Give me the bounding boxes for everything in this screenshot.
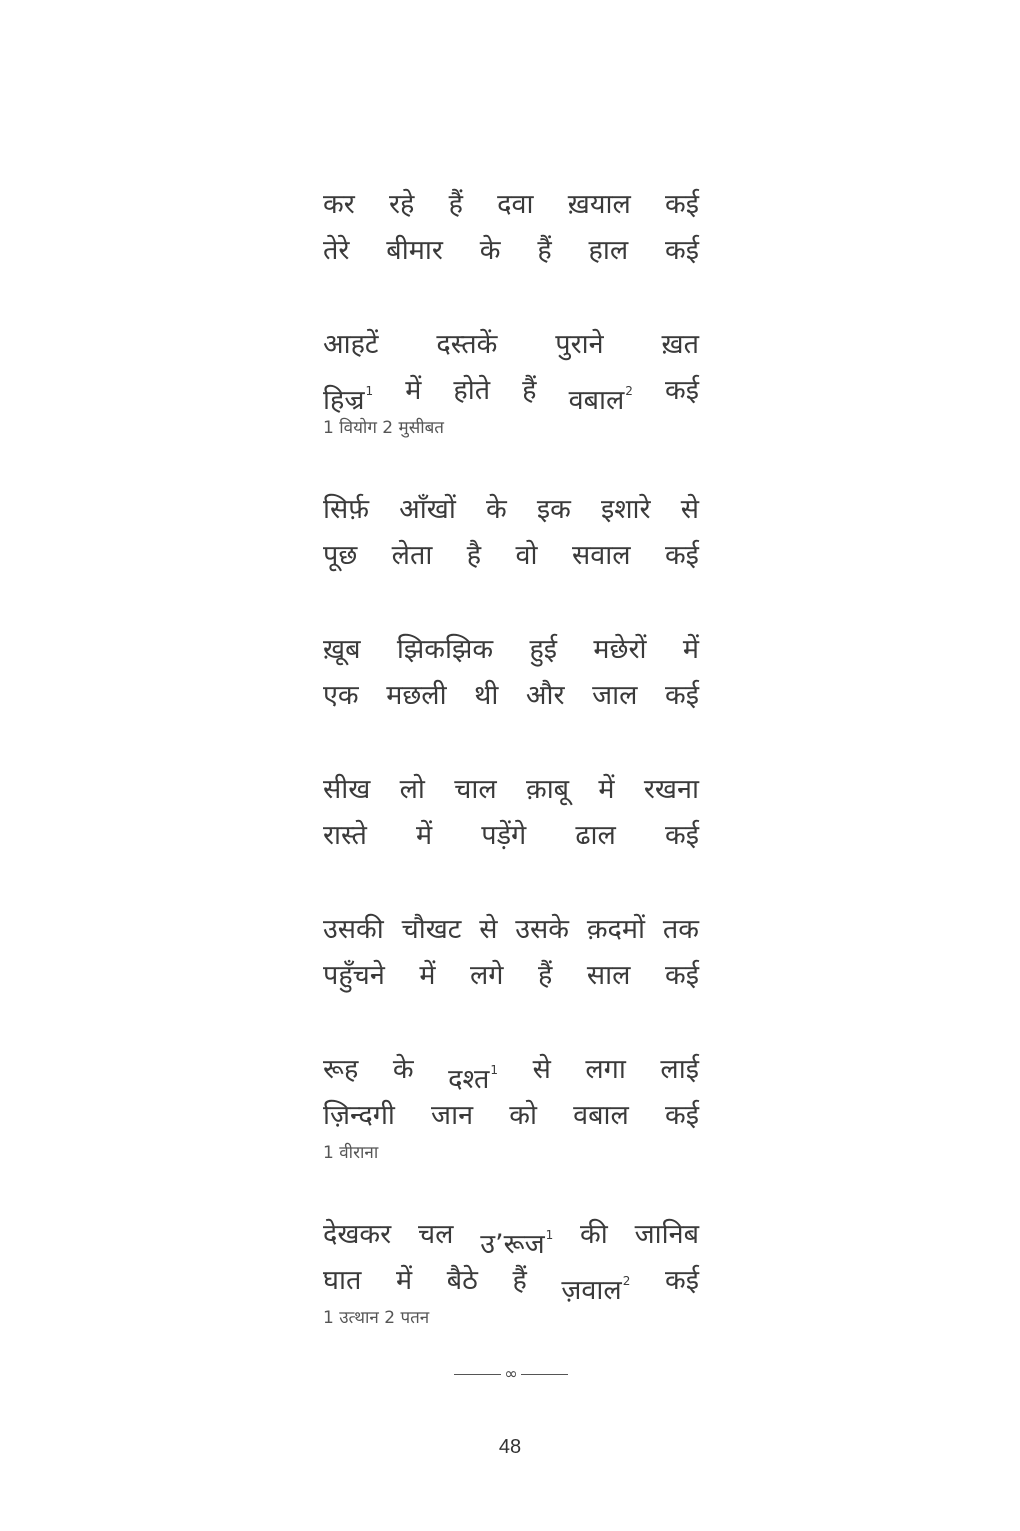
verse-word <box>665 1258 699 1304</box>
verse-word <box>323 953 385 999</box>
verse-line <box>323 1047 699 1093</box>
word-text: क़दमों <box>586 914 646 945</box>
word-text: जानिब <box>634 1219 699 1250</box>
word-text: झिकझिक <box>396 634 494 665</box>
verse-word <box>509 1093 537 1139</box>
verse-line <box>323 627 699 673</box>
word-text: सीख <box>323 774 371 805</box>
word-text: उ’रूज <box>480 1229 545 1260</box>
footnote-marker: 2 <box>622 1274 631 1288</box>
verse-word <box>323 1047 358 1093</box>
verse-word <box>561 1258 630 1304</box>
verse-word <box>665 533 699 579</box>
word-text: में <box>416 820 433 851</box>
word-text: कई <box>664 375 699 406</box>
verse-word <box>683 627 699 673</box>
word-text: रखना <box>643 774 699 805</box>
word-text: पूछ <box>323 540 358 571</box>
verse-word <box>453 368 490 414</box>
verse-word <box>454 767 496 813</box>
word-text: कई <box>664 1100 699 1131</box>
word-text: कई <box>664 960 699 991</box>
verse-word <box>572 533 631 579</box>
verse-word <box>323 368 373 414</box>
word-text: से <box>680 494 699 525</box>
verse-word <box>323 1258 361 1304</box>
verse-word <box>323 907 384 953</box>
word-text: इशारे <box>600 494 651 525</box>
verse-word <box>323 813 367 859</box>
verse-word <box>662 322 699 368</box>
word-text: तक <box>662 914 699 945</box>
word-text: ख़याल <box>567 189 631 220</box>
word-text: ढाल <box>575 820 616 851</box>
verse-line <box>323 487 699 533</box>
word-text: सिर्फ़ <box>323 494 370 525</box>
word-text: और <box>525 680 565 711</box>
verse-word <box>323 322 379 368</box>
stanza <box>323 487 699 579</box>
verse-word <box>416 813 432 859</box>
verse-word <box>635 1212 699 1258</box>
verse-word <box>681 487 699 533</box>
word-text: ज़वाल <box>561 1275 622 1306</box>
word-text: रास्ते <box>323 820 367 851</box>
word-text: में <box>405 375 422 406</box>
word-text: आँखों <box>399 494 456 525</box>
word-text: वबाल <box>573 1100 629 1131</box>
word-text: से <box>532 1054 551 1085</box>
verse-word <box>323 767 370 813</box>
word-text: थी <box>474 680 499 711</box>
verse-word <box>515 907 569 953</box>
word-text: क़ाबू <box>525 774 570 805</box>
verse-line <box>323 533 699 579</box>
word-text: घात <box>323 1265 362 1296</box>
verse-line <box>323 228 699 274</box>
verse-word <box>587 953 631 999</box>
verse-word <box>665 813 699 859</box>
word-text: ख़त <box>661 329 699 360</box>
verse-word <box>665 182 699 228</box>
word-text: मछली <box>386 680 447 711</box>
word-text: मछेरों <box>593 634 647 665</box>
word-text: रहे <box>389 189 415 220</box>
word-text: दश्त <box>448 1064 490 1095</box>
word-text: चल <box>417 1219 454 1250</box>
verse-word <box>397 627 493 673</box>
verse-word <box>323 533 357 579</box>
word-text: इक <box>536 494 571 525</box>
word-text: में <box>598 774 615 805</box>
verse-word <box>392 533 433 579</box>
verse-word <box>533 1047 551 1093</box>
footnote-marker: 1 <box>365 384 374 398</box>
word-text: हाल <box>588 235 629 266</box>
word-text: हिज्र <box>323 385 365 416</box>
stanza <box>323 182 699 274</box>
word-text: पड़ेंगे <box>481 820 527 851</box>
word-text: हैं <box>538 960 553 991</box>
word-text: लगे <box>470 960 504 991</box>
word-text: देखकर <box>323 1219 392 1250</box>
verse-word <box>593 627 646 673</box>
verse-line <box>323 368 699 414</box>
verse-word <box>580 1212 608 1258</box>
word-text: एक <box>323 680 359 711</box>
verse-word <box>479 907 497 953</box>
footnote: 1 वियोग 2 मुसीबत <box>323 418 444 438</box>
word-text: हैं <box>512 1265 527 1296</box>
verse-word <box>660 1047 699 1093</box>
word-text: ख़ूब <box>323 634 361 665</box>
footnote-marker: 2 <box>625 384 633 398</box>
stanza <box>323 907 699 999</box>
verse-word <box>568 182 631 228</box>
verse-word <box>555 322 603 368</box>
divider-ornament: ∞ <box>504 1364 518 1383</box>
verse-word <box>323 182 355 228</box>
verse-word <box>396 1258 412 1304</box>
verse-word <box>323 487 369 533</box>
word-text: में <box>682 634 699 665</box>
stanza <box>323 1212 699 1331</box>
word-text: बीमार <box>386 235 443 266</box>
verse-line <box>323 953 699 999</box>
word-text: उसकी <box>323 914 384 945</box>
verse-word <box>470 953 504 999</box>
word-text: में <box>395 1265 413 1296</box>
verse-word <box>529 627 557 673</box>
word-text: के <box>485 494 507 525</box>
verse-line <box>323 182 699 228</box>
verse-line <box>323 673 699 719</box>
page-number: 48 <box>498 1436 522 1458</box>
word-text: रूह <box>323 1054 359 1085</box>
word-text: कई <box>665 1265 699 1296</box>
verse-word <box>601 487 651 533</box>
word-text: को <box>509 1100 537 1131</box>
verse-word <box>587 907 645 953</box>
word-text: साल <box>586 960 631 991</box>
divider-rule-right <box>521 1374 568 1375</box>
word-text: हैं <box>522 375 537 406</box>
word-text: हैं <box>448 189 463 220</box>
verse-word <box>665 228 699 274</box>
word-text: कई <box>664 820 699 851</box>
verse-line <box>323 1258 699 1304</box>
verse-word <box>497 182 533 228</box>
word-text: कई <box>665 189 699 220</box>
word-text: दवा <box>497 189 534 220</box>
verse-word <box>474 673 498 719</box>
verse-line <box>323 767 699 813</box>
verse-word <box>418 1212 453 1258</box>
word-text: बैठे <box>446 1265 478 1296</box>
word-text: वो <box>515 540 538 571</box>
verse-line <box>323 1212 699 1258</box>
word-text: वबाल <box>568 385 625 416</box>
verse-word <box>405 368 421 414</box>
verse-word <box>447 1258 478 1304</box>
verse-word <box>538 953 552 999</box>
verse-word <box>480 228 501 274</box>
word-text: उसके <box>515 914 570 945</box>
word-text: चौखट <box>401 914 462 945</box>
word-text: दस्तकें <box>436 329 498 360</box>
word-text: हुई <box>529 634 558 665</box>
verse-word <box>323 1212 391 1258</box>
ghazal <box>323 182 699 1377</box>
verse-word <box>537 228 551 274</box>
verse-word <box>526 767 569 813</box>
footnote: 1 वीराना <box>323 1143 379 1163</box>
footnote-marker: 1 <box>545 1228 554 1242</box>
verse-word <box>323 673 359 719</box>
verse-word <box>663 907 699 953</box>
verse-word <box>589 228 629 274</box>
word-text: जाल <box>592 680 638 711</box>
verse-word <box>467 533 481 579</box>
stanza <box>323 1047 699 1166</box>
word-text: चाल <box>454 774 497 805</box>
verse-word <box>323 228 349 274</box>
stanza <box>323 767 699 859</box>
verse-word <box>486 487 507 533</box>
stanza <box>323 322 699 441</box>
section-divider <box>454 1364 568 1384</box>
verse-word <box>448 1047 498 1093</box>
word-text: के <box>479 235 501 266</box>
verse-word <box>665 953 699 999</box>
verse-word <box>569 368 633 414</box>
word-text: कई <box>664 540 699 571</box>
verse-word <box>419 953 435 999</box>
word-text: आहटें <box>323 329 379 360</box>
word-text: कई <box>664 680 699 711</box>
verse-word <box>386 673 446 719</box>
verse-word <box>522 368 536 414</box>
word-text: हैं <box>537 235 552 266</box>
verse-line <box>323 1093 699 1139</box>
verse-word <box>393 1047 414 1093</box>
word-text: से <box>479 914 498 945</box>
word-text: होते <box>453 375 491 406</box>
verse-word <box>644 767 699 813</box>
word-text: कई <box>664 235 699 266</box>
word-text: तेरे <box>323 235 350 266</box>
verse-line <box>323 907 699 953</box>
word-text: लगा <box>585 1054 626 1085</box>
verse-word <box>573 1093 629 1139</box>
verse-word <box>449 182 463 228</box>
verse-word <box>526 673 565 719</box>
verse-word <box>480 1212 553 1258</box>
verse-word <box>665 368 699 414</box>
verse-word <box>592 673 637 719</box>
verse-word <box>399 487 456 533</box>
verse-word <box>386 228 443 274</box>
verse-word <box>665 673 699 719</box>
footnote-marker: 1 <box>490 1063 499 1077</box>
word-text: पहुँचने <box>323 960 385 991</box>
word-text: जान <box>431 1100 474 1131</box>
verse-word <box>516 533 538 579</box>
word-text: ज़िन्दगी <box>323 1100 395 1131</box>
word-text: लेता <box>391 540 433 571</box>
verse-word <box>431 1093 473 1139</box>
verse-line <box>323 322 699 368</box>
footnote: 1 उत्थान 2 पतन <box>323 1308 430 1328</box>
verse-line <box>323 813 699 859</box>
word-text: लो <box>399 774 425 805</box>
verse-word <box>323 1093 395 1139</box>
divider-rule-left <box>454 1374 501 1375</box>
verse-word <box>575 813 616 859</box>
verse-word <box>512 1258 526 1304</box>
verse-word <box>481 813 526 859</box>
stanza <box>323 627 699 719</box>
word-text: की <box>580 1219 608 1250</box>
verse-word <box>402 907 462 953</box>
word-text: सवाल <box>571 540 631 571</box>
verse-word <box>436 322 497 368</box>
verse-word <box>598 767 614 813</box>
word-text: लाई <box>660 1054 699 1085</box>
verse-word <box>323 627 361 673</box>
verse-word <box>537 487 571 533</box>
verse-word <box>665 1093 699 1139</box>
verse-word <box>389 182 414 228</box>
word-text: है <box>466 540 482 571</box>
verse-word <box>585 1047 626 1093</box>
word-text: कर <box>323 189 355 220</box>
word-text: पुराने <box>555 329 604 360</box>
verse-word <box>400 767 425 813</box>
word-text: में <box>419 960 436 991</box>
word-text: के <box>392 1054 414 1085</box>
